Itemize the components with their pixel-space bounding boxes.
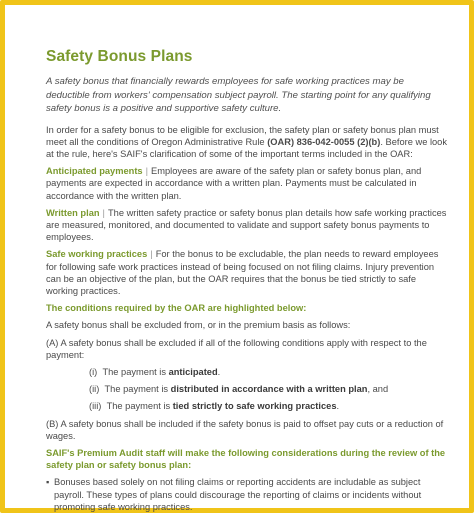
sub-item-text: The payment is xyxy=(102,366,169,377)
item-a: (A) A safety bonus shall be excluded if all of the following conditions apply with respect to the payment: xyxy=(46,337,427,360)
sub-item-text: The payment is xyxy=(106,401,173,412)
sub-item-bold: tied strictly to safe working practices xyxy=(172,401,337,412)
bullet-icon: ▪ xyxy=(46,477,50,488)
eligibility-text-post: . Before we look at the rule, here's SAIF's clarification of some of the important terms included in the OAR: xyxy=(46,136,448,159)
term-definition: The written safety practice or safety bonus plan details how safe working practices are measured, monitored, and documented to validate and support safety bonus payments to employees. xyxy=(46,207,447,243)
term-label: Written plan xyxy=(46,207,100,218)
term-label: Anticipated payments xyxy=(46,166,143,177)
sub-item-number: (ii) xyxy=(89,384,100,395)
term-anticipated-payments xyxy=(46,165,448,202)
sub-item-end: . xyxy=(217,366,221,377)
sub-item-iii xyxy=(46,400,448,412)
term-definition: For the bonus to be excludable, the plan needs to reward employees for following safe work practices instead of being focused on not filing claims. Injury prevention can be an objective of the plan, but the OAR requires that the bonus be tied strictly to safe working practices. xyxy=(46,249,439,296)
term-written-plan xyxy=(46,207,448,244)
sub-item-end: . xyxy=(336,401,340,412)
eligibility-text-pre: In order for a safety bonus to be eligible for exclusion, the safety plan or safety bonus plan must meet all the conditions of Oregon Administrative Rule xyxy=(46,124,439,147)
document-body xyxy=(46,48,448,513)
separator: | xyxy=(150,249,153,260)
term-label: Safe working practices xyxy=(46,249,148,260)
separator: | xyxy=(102,207,105,218)
conditions-heading: The conditions required by the OAR are highlighted below: xyxy=(46,303,307,314)
intro-paragraph: A safety bonus that financially rewards employees for safe working practices may be deductible from workers' compensation subject payroll. The starting point for any qualifying safety bonus is a positive and supportive safety culture. xyxy=(46,76,431,114)
sub-item-i xyxy=(46,366,448,378)
sub-item-text: The payment is xyxy=(104,384,171,395)
sub-item-number: (iii) xyxy=(89,401,102,412)
term-definition: Employees are aware of the safety plan or safety bonus plan, and payments are expected in accordance with a written plan. Payments must be calculated in accordance with the written plan. xyxy=(46,166,422,201)
sub-item-end: , and xyxy=(367,384,389,395)
sub-item-bold: anticipated xyxy=(168,366,218,377)
separator: | xyxy=(145,166,149,177)
eligibility-paragraph xyxy=(46,124,448,161)
bullet-item xyxy=(46,476,448,513)
page-title: Safety Bonus Plans xyxy=(46,48,193,65)
sub-item-ii xyxy=(46,383,448,395)
oar-reference: (OAR) 836-042-0055 (2)(b) xyxy=(267,136,381,147)
term-safe-working-practices xyxy=(46,248,448,297)
item-b: (B) A safety bonus shall be included if the safety bonus is paid to offset pay cuts or a reduction of wages. xyxy=(46,418,444,441)
sub-item-number: (i) xyxy=(89,366,98,377)
audit-heading: SAIF's Premium Audit staff will make the following considerations during the review of the safety plan or safety bonus plan: xyxy=(46,447,446,471)
bullet-text: Bonuses based solely on not filing claims or reporting accidents are includable as subject payroll. These types of plans could discourage the reporting of claims or incidents without promoting safe working practices. xyxy=(54,477,422,512)
sub-item-bold: distributed in accordance with a written plan xyxy=(170,384,368,395)
exclusion-line: A safety bonus shall be excluded from, or in the premium basis as follows: xyxy=(46,320,351,331)
